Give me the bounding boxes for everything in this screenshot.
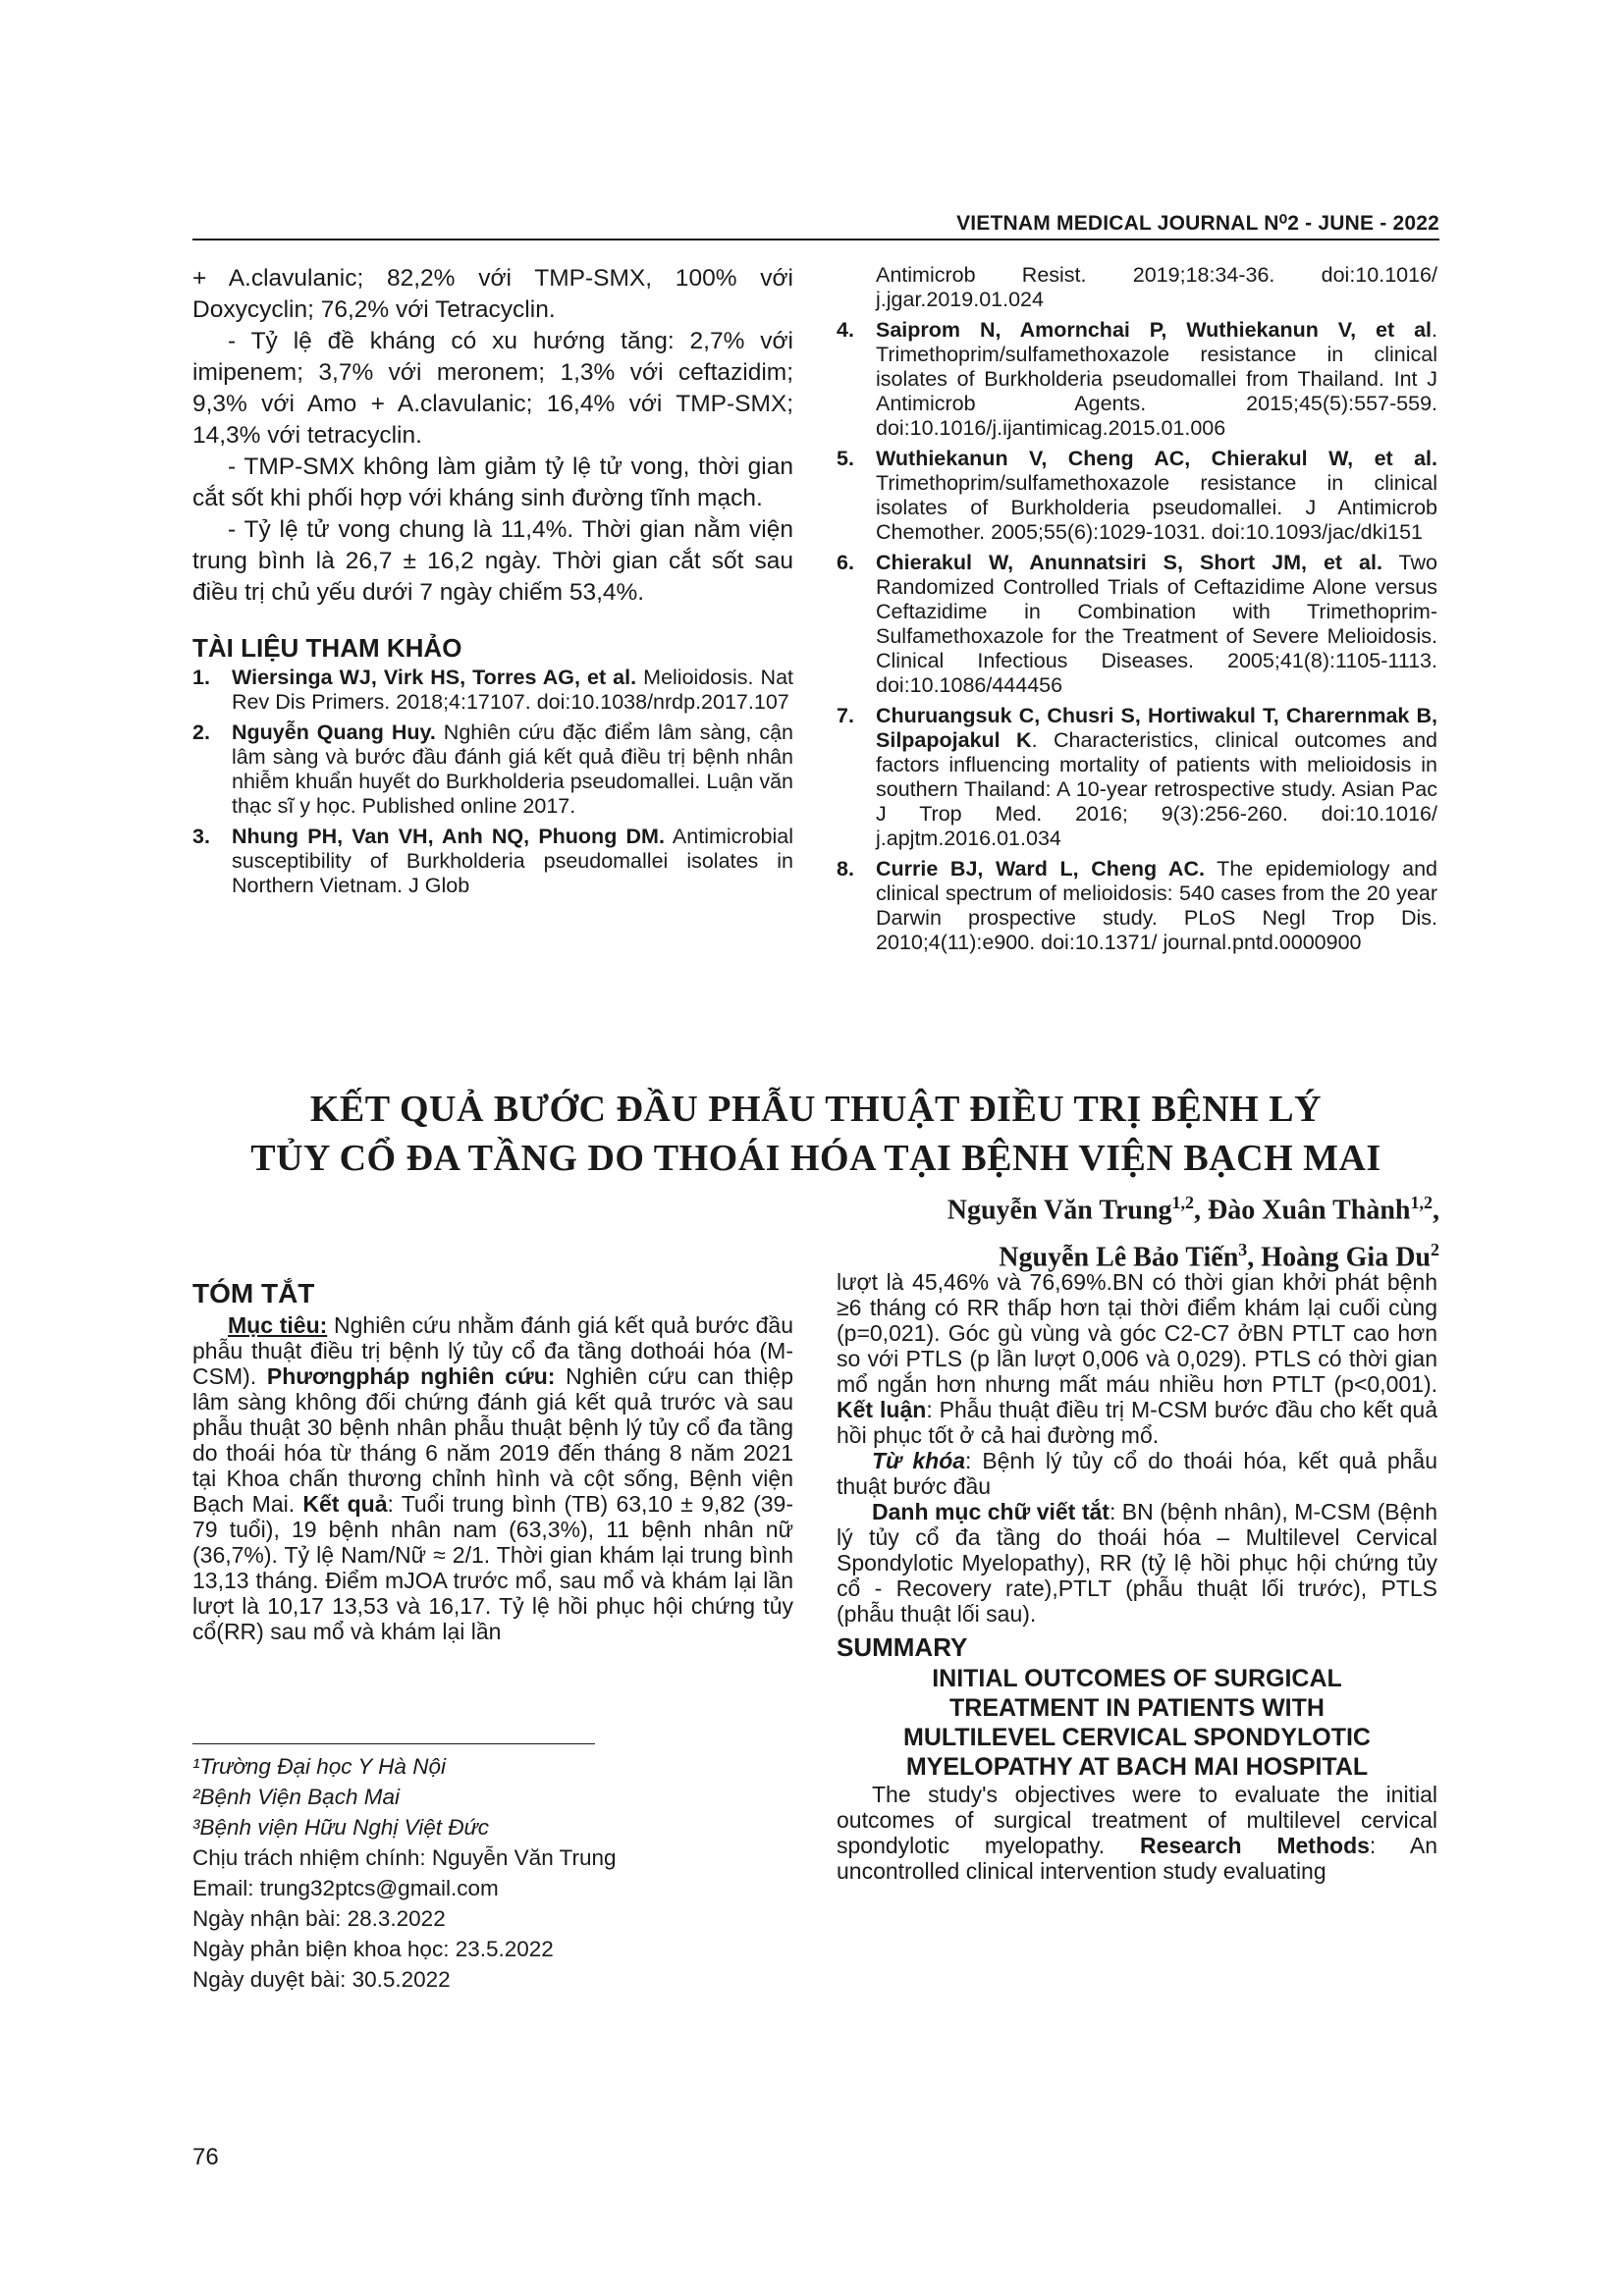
summary-title	[837, 1664, 1437, 1782]
reference-item	[837, 551, 1437, 698]
objective-label: Mục tiêu:	[228, 1312, 328, 1338]
summary-title-line: TREATMENT IN PATIENTS WITH	[949, 1694, 1325, 1722]
conclusion-paragraph: - Tỷ lệ đề kháng có xu hướng tăng: 2,7% với imipenem; 3,7% với meronem; 1,3% với ceftazidim; 9,3% với Amo + A.clavulanic; 16,4% với TMP-SMX; 14,3% với tetracyclin.	[192, 328, 793, 449]
email: Email: trung32ptcs@gmail.com	[192, 1876, 499, 1900]
author-name: , Đào Xuân Thành	[1194, 1195, 1411, 1226]
author-affiliation-mark: 3	[1238, 1240, 1248, 1260]
page-number: 76	[192, 2144, 219, 2170]
reference-authors: Wuthiekanun V, Cheng AC, Chierakul W, et al.	[876, 447, 1437, 470]
footnote-rule	[192, 1743, 595, 1744]
reference-number: 7.	[837, 704, 854, 727]
reference-authors: Nguyễn Quang Huy.	[232, 721, 436, 744]
reference-number: 4.	[837, 318, 854, 342]
summary-heading: SUMMARY	[837, 1632, 968, 1662]
author-affiliation-mark: 1,2	[1410, 1193, 1433, 1212]
summary-title-line: MULTILEVEL CERVICAL SPONDYLOTIC	[903, 1724, 1371, 1751]
article-title	[192, 1085, 1439, 1183]
author-separator: ,	[1433, 1195, 1439, 1226]
running-header: VIETNAM MEDICAL JOURNAL N⁰2 - JUNE - 2022	[956, 212, 1439, 235]
corresponding-author: Chịu trách nhiệm chính: Nguyễn Văn Trung	[192, 1845, 617, 1870]
abbreviations-paragraph	[837, 1499, 1437, 1627]
reference-item	[192, 666, 793, 715]
reference-number: 5.	[837, 447, 854, 470]
reference-continuation: Antimicrob Resist. 2019;18:34-36. doi:10.1016/ j.jgar.2019.01.024	[876, 263, 1437, 311]
reference-text: The epidemiology and clinical spectrum of melioidosis: 540 cases from the 20 year Darwin prospective study. PLoS Negl Trop Dis. 2010;4(11):e900. doi:10.1371/ journal.pntd.0000900	[876, 857, 1437, 954]
summary-title-line: MYELOPATHY AT BACH MAI HOSPITAL	[905, 1753, 1369, 1781]
conclusion-text: : Phẫu thuật điều trị M-CSM bước đầu cho kết quả hồi phục tốt ở cả hai đường mổ.	[837, 1397, 1437, 1448]
reference-number: 8.	[837, 857, 854, 881]
results-text: : Tuổi trung bình (TB) 63,10 ± 9,82 (39-79 tuổi), 19 bệnh nhân nam (63,3%), 11 bệnh nhân nữ (36,7%). Tỷ lệ Nam/Nữ ≈ 2/1. Thời gian khám lại trung bình 13,13 tháng. Điểm mJOA trước mổ, sau mổ và khám lại lần lượt là 10,17 13,53 và 16,17. Tỷ lệ hồi phục hội chứng tủy cổ(RR) sau mổ và khám lại lần	[192, 1491, 793, 1644]
reference-list-right	[837, 263, 1437, 961]
affiliation: ³Bệnh viện Hữu Nghị Việt Đức	[192, 1815, 489, 1840]
reference-text: Trimethoprim/sulfamethoxazole resistance in clinical isolates of Burkholderia pseudomallei. J Antimicrob Chemother. 2005;55(6):1029-1031. doi:10.1093/jac/dki151	[876, 471, 1437, 544]
author-list	[947, 1183, 1439, 1278]
reference-item	[192, 721, 793, 819]
author-name: Nguyễn Văn Trung	[947, 1195, 1172, 1226]
reference-number: 2.	[192, 721, 210, 744]
reference-item	[837, 857, 1437, 955]
reference-item	[837, 447, 1437, 545]
objective-text: Nghiên cứu nhằm đánh giá kết quả bước đầu phẫu thuật điều trị bệnh lý tủy cổ đa tầng dothoái hóa (M-CSM).	[192, 1312, 793, 1389]
reference-text: Antimicrobial susceptibility of Burkholderia pseudomallei isolates in Northern Vietnam. J Glob	[232, 825, 793, 897]
article-title-line: TỦY CỔ ĐA TẦNG DO THOÁI HÓA TẠI BỆNH VIỆN BẠCH MAI	[250, 1138, 1381, 1179]
reference-authors: Chierakul W, Anunnatsiri S, Short JM, et al.	[876, 551, 1382, 574]
article-title-line: KẾT QUẢ BƯỚC ĐẦU PHẪU THUẬT ĐIỀU TRỊ BỆNH LÝ	[309, 1089, 1323, 1130]
reference-list-left	[192, 666, 793, 898]
date-accepted: Ngày duyệt bài: 30.5.2022	[192, 1967, 451, 1992]
reference-item	[192, 825, 793, 898]
reference-text: Two Randomized Controlled Trials of Ceftazidime Alone versus Ceftazidime in Combination with Trimethoprim-Sulfamethoxazole for the Treatment of Severe Melioidosis. Clinical Infectious Diseases. 2005;41(8):1105-1113. doi:10.1086/444456	[876, 551, 1437, 697]
reference-number: 3.	[192, 825, 210, 848]
reference-item	[837, 318, 1437, 441]
summary-title-line: INITIAL OUTCOMES OF SURGICAL	[932, 1665, 1342, 1692]
results-text-continued: lượt là 45,46% và 76,69%.BN có thời gian khởi phát bệnh ≥6 tháng có RR thấp hơn tại thời điểm khám lại cuối cùng (p=0,021). Góc gù vùng và góc C2-C7 ởBN PTLT cao hơn so với PTLS (p lần lượt 0,006 và 0,029). PTLS có thời gian mổ ngắn hơn nhưng mất máu nhiều hơn PTLT (p<0,001).	[837, 1269, 1437, 1397]
summary-text: The study's objectives were to evaluate the initial outcomes of surgical treatment of multilevel cervical spondylotic myelopathy.	[837, 1782, 1437, 1858]
reference-authors: Wiersinga WJ, Virk HS, Torres AG, et al.	[232, 666, 637, 689]
reference-item	[837, 704, 1437, 851]
header-rule	[192, 239, 1439, 240]
keywords-paragraph	[837, 1448, 1437, 1499]
abstract-heading: TÓM TẮT	[192, 1278, 315, 1308]
author-affiliation-mark: 1,2	[1171, 1193, 1195, 1212]
methods-text: Nghiên cứu can thiệp lâm sàng không đối chứng đánh giá kết quả trước và sau phẫu thuật 30 bệnh nhân phẫu thuật bệnh lý tủy cổ đa tầng do thoái hóa từ tháng 6 năm 2019 đến tháng 8 năm 2021 tại Khoa chấn thương chỉnh hình và cột sống, Bệnh viện Bạch Mai.	[192, 1363, 793, 1517]
abstract-paragraph	[837, 1269, 1437, 1448]
summary-text: : An uncontrolled clinical intervention study evaluating	[837, 1833, 1437, 1884]
reference-authors: Churuangsuk C, Chusri S, Hortiwakul T, Charernmak B, Silpapojakul K	[876, 704, 1437, 752]
prev-article-left-column	[192, 263, 793, 904]
author-line	[947, 1183, 1439, 1230]
abstract-left-column	[192, 1278, 793, 1644]
methods-label: Phươngpháp nghiên cứu:	[266, 1363, 556, 1389]
abstract-right-column	[837, 1269, 1437, 1884]
conclusion-paragraph: + A.clavulanic; 82,2% với TMP-SMX, 100% với Doxycyclin; 76,2% với Tetracyclin.	[192, 265, 793, 323]
date-reviewed: Ngày phản biện khoa học: 23.5.2022	[192, 1937, 554, 1961]
abbreviations-text: : BN (bệnh nhân), M-CSM (Bệnh lý tủy cổ đa tầng do thoái hóa – Multilevel Cervical Spondylotic Myelopathy), RR (tỷ lệ hồi phục hội chứng tủy cổ - Recovery rate),PTLT (phẫu thuật lối trước), PTLS (phẫu thuật lối sau).	[837, 1499, 1437, 1627]
reference-number: 6.	[837, 551, 854, 574]
conclusion-paragraph: - Tỷ lệ tử vong chung là 11,4%. Thời gian nằm viện trung bình là 26,7 ± 16,2 ngày. Thời gian cắt sốt sau điều trị chủ yếu dưới 7 ngày chiếm 53,4%.	[192, 516, 793, 606]
research-methods-label: Research Methods	[1139, 1833, 1370, 1858]
reference-text: . Characteristics, clinical outcomes and factors influencing mortality of patients with melioidosis in southern Thailand: A 10-year retrospective study. Asian Pac J Trop Med. 2016; 9(3):256-260. doi:10.1016/ j.apjtm.2016.01.034	[876, 728, 1438, 850]
conclusion-label: Kết luận	[837, 1397, 927, 1422]
reference-text: Melioidosis. Nat Rev Dis Primers. 2018;4:17107. doi:10.1038/nrdp.2017.107	[232, 666, 793, 714]
author-name: Nguyễn Lê Bảo Tiến	[999, 1242, 1239, 1273]
abbreviations-label: Danh mục chữ viết tắt	[872, 1499, 1110, 1524]
reference-number: 1.	[192, 666, 210, 689]
affiliation: ¹Trường Đại học Y Hà Nội	[192, 1754, 446, 1779]
author-name: , Hoàng Gia Du	[1247, 1242, 1431, 1273]
abstract-paragraph	[192, 1312, 793, 1644]
references-heading: TÀI LIỆU THAM KHẢO	[192, 633, 462, 663]
results-label: Kết quả	[302, 1491, 388, 1517]
affiliation: ²Bệnh Viện Bạch Mai	[192, 1785, 400, 1809]
reference-authors: Saiprom N, Amornchai P, Wuthiekanun V, et al	[876, 318, 1433, 342]
summary-paragraph	[837, 1782, 1437, 1884]
reference-text: . Trimethoprim/sulfamethoxazole resistance in clinical isolates of Burkholderia pseudomallei from Thailand. Int J Antimicrob Agents. 2015;45(5):557-559. doi:10.1016/j.ijantimicag.2015.01.006	[876, 318, 1437, 440]
reference-authors: Nhung PH, Van VH, Anh NQ, Phuong DM.	[232, 825, 665, 848]
reference-text: Nghiên cứu đặc điểm lâm sàng, cận lâm sàng và bước đầu đánh giá kết quả điều trị bệnh nhân nhiễm khuẩn huyết do Burkholderia pseudomallei. Luận văn thạc sĩ y học. Published online 2017.	[232, 721, 793, 818]
date-received: Ngày nhận bài: 28.3.2022	[192, 1906, 446, 1931]
keywords-label: Từ khóa	[872, 1448, 966, 1473]
keywords-text: : Bệnh lý tủy cổ do thoái hóa, kết quả phẫu thuật bước đầu	[837, 1448, 1437, 1499]
footnotes	[192, 1751, 617, 1995]
conclusion-paragraph: - TMP-SMX không làm giảm tỷ lệ tử vong, thời gian cắt sốt khi phối hợp với kháng sinh đường tĩnh mạch.	[192, 454, 793, 511]
reference-authors: Currie BJ, Ward L, Cheng AC.	[876, 857, 1205, 881]
author-affiliation-mark: 2	[1431, 1240, 1439, 1260]
